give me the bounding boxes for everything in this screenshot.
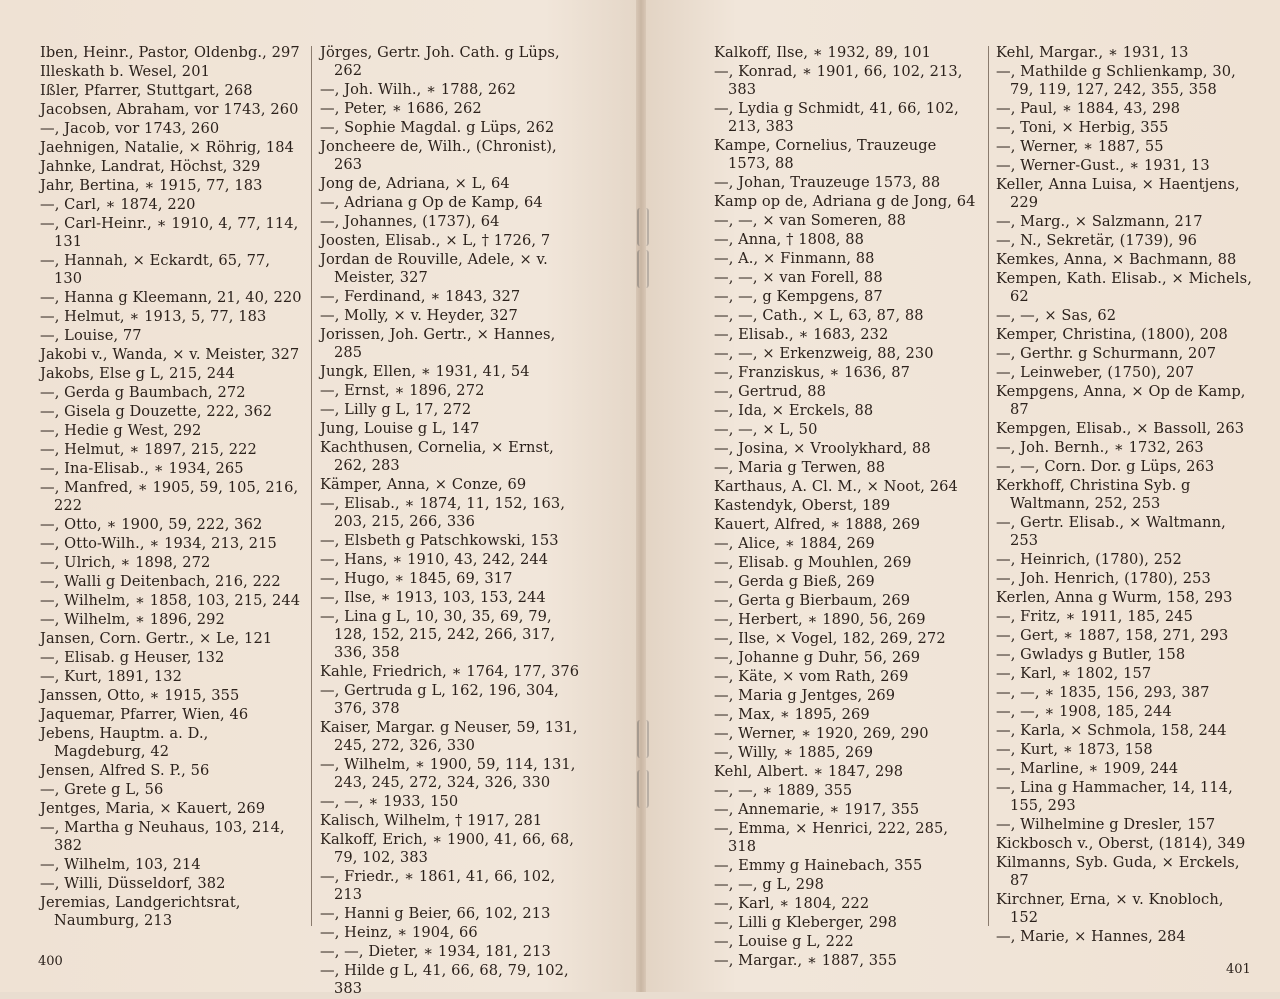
- index-entry: —, Lilly g L, 17, 272: [320, 401, 472, 418]
- binding-stitch: [637, 250, 649, 288]
- index-entry: —, Lina g L, 10, 30, 35, 69, 79, 128, 152, 215, 242, 266, 317, 336, 358: [320, 608, 556, 661]
- index-entry: —, Fritz, ∗ 1911, 185, 245: [996, 608, 1194, 625]
- index-entry: —, Alice, ∗ 1884, 269: [714, 535, 875, 552]
- index-entry: Kaiser, Margar. g Neuser, 59, 131, 245, 272, 326, 330: [320, 719, 578, 754]
- index-entry: Jahnke, Landrat, Höchst, 329: [40, 158, 261, 175]
- index-entry: Kachthusen, Cornelia, × Ernst, 262, 283: [320, 439, 554, 474]
- index-entry: —, —, × van Forell, 88: [714, 269, 883, 286]
- index-entry: —, Gertr. Elisab., × Waltmann, 253: [996, 514, 1226, 549]
- index-entry: Iben, Heinr., Pastor, Oldenbg., 297: [40, 44, 300, 61]
- index-entry: —, —, ∗ 1889, 355: [714, 782, 853, 799]
- book-gutter: [636, 0, 646, 992]
- index-entry: —, —, g L, 298: [714, 876, 824, 893]
- index-entry: —, Manfred, ∗ 1905, 59, 105, 216, 222: [40, 479, 299, 514]
- index-entry: —, —, ∗ 1835, 156, 293, 387: [996, 684, 1210, 701]
- binding-stitch: [637, 720, 649, 758]
- index-entry: —, Hanni g Beier, 66, 102, 213: [320, 905, 551, 922]
- index-entry: Jahr, Bertina, ∗ 1915, 77, 183: [40, 177, 263, 194]
- index-entry: —, Karl, ∗ 1802, 157: [996, 665, 1152, 682]
- index-entry: Kickbosch v., Oberst, (1814), 349: [996, 835, 1246, 852]
- index-entry: —, Margar., ∗ 1887, 355: [714, 952, 897, 969]
- index-entry: Kämper, Anna, × Conze, 69: [320, 476, 527, 493]
- index-entry: Kemper, Christina, (1800), 208: [996, 326, 1228, 343]
- index-entry: —, Werner, ∗ 1920, 269, 290: [714, 725, 929, 742]
- index-entry: —, Elisab. g Heuser, 132: [40, 649, 225, 666]
- index-entry: Jung, Louise g L, 147: [320, 420, 480, 437]
- page-number-right: 401: [1226, 962, 1251, 977]
- index-entry: —, Wilhelm, ∗ 1900, 59, 114, 131, 243, 245, 272, 324, 326, 330: [320, 756, 576, 791]
- index-entry: —, Werner, ∗ 1887, 55: [996, 138, 1164, 155]
- index-entry: Kalisch, Wilhelm, † 1917, 281: [320, 812, 543, 829]
- index-entry: Karthaus, A. Cl. M., × Noot, 264: [714, 478, 958, 495]
- index-entry: Kauert, Alfred, ∗ 1888, 269: [714, 516, 921, 533]
- index-entry: —, Emma, × Henrici, 222, 285, 318: [714, 820, 949, 855]
- index-entry: —, Willi, Düsseldorf, 382: [40, 875, 226, 892]
- index-entry: —, —, ∗ 1933, 150: [320, 793, 459, 810]
- index-entry: Ißler, Pfarrer, Stuttgart, 268: [40, 82, 253, 99]
- index-entry: —, Karla, × Schmola, 158, 244: [996, 722, 1227, 739]
- index-entry: —, Walli g Deitenbach, 216, 222: [40, 573, 281, 590]
- page-number-left: 400: [38, 954, 63, 969]
- index-entry: Kirchner, Erna, × v. Knobloch, 152: [996, 891, 1224, 926]
- index-entry: —, —, Dieter, ∗ 1934, 181, 213: [320, 943, 551, 960]
- index-entry: Kemkes, Anna, × Bachmann, 88: [996, 251, 1237, 268]
- index-entry: —, Joh. Bernh., ∗ 1732, 263: [996, 439, 1204, 456]
- index-entry: Jebens, Hauptm. a. D., Magdeburg, 42: [40, 725, 209, 760]
- index-entry: —, Paul, ∗ 1884, 43, 298: [996, 100, 1181, 117]
- index-entry: —, Ilse, ∗ 1913, 103, 153, 244: [320, 589, 546, 606]
- index-entry: —, —, ∗ 1908, 185, 244: [996, 703, 1172, 720]
- index-entry: —, Friedr., ∗ 1861, 41, 66, 102, 213: [320, 868, 556, 903]
- index-entry: —, Lina g Hammacher, 14, 114, 155, 293: [996, 779, 1233, 814]
- index-entry: —, Maria g Jentges, 269: [714, 687, 896, 704]
- column-divider-left: [311, 46, 312, 926]
- index-entry: Kastendyk, Oberst, 189: [714, 497, 891, 514]
- index-entry: —, Gert, ∗ 1887, 158, 271, 293: [996, 627, 1229, 644]
- index-entry: —, —, g Kempgens, 87: [714, 288, 883, 305]
- index-entry: —, Carl-Heinr., ∗ 1910, 4, 77, 114, 131: [40, 215, 299, 250]
- index-entry: —, Helmut, ∗ 1913, 5, 77, 183: [40, 308, 267, 325]
- index-entry: —, Anna, † 1808, 88: [714, 231, 865, 248]
- index-entry: —, Gertruda g L, 162, 196, 304, 376, 378: [320, 682, 559, 717]
- index-entry: Jakobs, Else g L, 215, 244: [40, 365, 235, 382]
- index-entry: —, Gwladys g Butler, 158: [996, 646, 1186, 663]
- index-entry: Jaehnigen, Natalie, × Röhrig, 184: [40, 139, 295, 156]
- index-entry: —, Elsbeth g Patschkowski, 153: [320, 532, 559, 549]
- index-entry: —, Kurt, 1891, 132: [40, 668, 183, 685]
- index-entry: —, Maria g Terwen, 88: [714, 459, 886, 476]
- index-entry: —, Lilli g Kleberger, 298: [714, 914, 897, 931]
- index-entry: Jentges, Maria, × Kauert, 269: [40, 800, 266, 817]
- index-entry: —, Wilhelm, 103, 214: [40, 856, 201, 873]
- index-entry: Jaquemar, Pfarrer, Wien, 46: [40, 706, 249, 723]
- index-entry: —, Josina, × Vroolykhard, 88: [714, 440, 931, 457]
- index-entry: Jong de, Adriana, × L, 64: [320, 175, 510, 192]
- index-entry: —, Ilse, × Vogel, 182, 269, 272: [714, 630, 946, 647]
- binding-stitch: [637, 208, 649, 246]
- index-entry: —, Annemarie, ∗ 1917, 355: [714, 801, 920, 818]
- index-entry: Keller, Anna Luisa, × Haentjens, 229: [996, 176, 1240, 211]
- index-entry: Illeskath b. Wesel, 201: [40, 63, 210, 80]
- index-entry: —, Konrad, ∗ 1901, 66, 102, 213, 383: [714, 63, 963, 98]
- index-entry: —, N., Sekretär, (1739), 96: [996, 232, 1198, 249]
- index-entry: —, Franziskus, ∗ 1636, 87: [714, 364, 910, 381]
- index-entry: Jensen, Alfred S. P., 56: [40, 762, 210, 779]
- index-entry: —, Marline, ∗ 1909, 244: [996, 760, 1179, 777]
- index-entry: —, Ferdinand, ∗ 1843, 327: [320, 288, 521, 305]
- index-entry: —, Otto-Wilh., ∗ 1934, 213, 215: [40, 535, 277, 552]
- index-entry: —, Wilhelm, ∗ 1858, 103, 215, 244: [40, 592, 301, 609]
- index-entry: —, Max, ∗ 1895, 269: [714, 706, 870, 723]
- index-column-4: [996, 44, 1256, 947]
- index-entry: —, Martha g Neuhaus, 103, 214, 382: [40, 819, 285, 854]
- index-entry: —, Joh. Henrich, (1780), 253: [996, 570, 1211, 587]
- index-entry: —, Wilhelmine g Dresler, 157: [996, 816, 1216, 833]
- index-entry: —, Hans, ∗ 1910, 43, 242, 244: [320, 551, 549, 568]
- index-column-2: [320, 44, 582, 999]
- index-entry: —, Johanne g Duhr, 56, 269: [714, 649, 921, 666]
- index-entry: —, Helmut, ∗ 1897, 215, 222: [40, 441, 257, 458]
- index-entry: —, A., × Finmann, 88: [714, 250, 875, 267]
- index-entry: —, Willy, ∗ 1885, 269: [714, 744, 874, 761]
- index-entry: —, Peter, ∗ 1686, 262: [320, 100, 482, 117]
- index-entry: Kempgen, Elisab., × Bassoll, 263: [996, 420, 1245, 437]
- index-entry: Jakobi v., Wanda, × v. Meister, 327: [40, 346, 300, 363]
- index-entry: Kehl, Margar., ∗ 1931, 13: [996, 44, 1189, 61]
- index-entry: Kampe, Cornelius, Trauzeuge 1573, 88: [714, 137, 937, 172]
- index-entry: —, —, Cath., × L, 63, 87, 88: [714, 307, 924, 324]
- index-entry: Kahle, Friedrich, ∗ 1764, 177, 376: [320, 663, 580, 680]
- index-entry: —, Elisab., ∗ 1683, 232: [714, 326, 889, 343]
- index-entry: Kehl, Albert. ∗ 1847, 298: [714, 763, 904, 780]
- index-entry: —, Marie, × Hannes, 284: [996, 928, 1186, 945]
- index-entry: Jorissen, Joh. Gertr., × Hannes, 285: [320, 326, 556, 361]
- index-entry: —, Leinweber, (1750), 207: [996, 364, 1195, 381]
- index-entry: —, Elisab. g Mouhlen, 269: [714, 554, 912, 571]
- index-entry: —, Louise, 77: [40, 327, 142, 344]
- index-entry: —, —, Corn. Dor. g Lüps, 263: [996, 458, 1215, 475]
- index-entry: —, Molly, × v. Heyder, 327: [320, 307, 518, 324]
- index-entry: Kerkhoff, Christina Syb. g Waltmann, 252, 253: [996, 477, 1191, 512]
- index-entry: —, Grete g L, 56: [40, 781, 164, 798]
- index-entry: Kempen, Kath. Elisab., × Michels, 62: [996, 270, 1253, 305]
- index-entry: —, Mathilde g Schlienkamp, 30, 79, 119, 127, 242, 355, 358: [996, 63, 1236, 98]
- index-entry: —, Marg., × Salzmann, 217: [996, 213, 1203, 230]
- index-entry: Jörges, Gertr. Joh. Cath. g Lüps, 262: [320, 44, 560, 79]
- index-entry: —, Hilde g L, 41, 66, 68, 79, 102, 383: [320, 962, 569, 997]
- index-entry: —, —, × Erkenzweig, 88, 230: [714, 345, 934, 362]
- index-entry: —, Hedie g West, 292: [40, 422, 202, 439]
- index-entry: —, Ina-Elisab., ∗ 1934, 265: [40, 460, 244, 477]
- index-entry: —, Gerda g Bieß, 269: [714, 573, 875, 590]
- index-entry: Janssen, Otto, ∗ 1915, 355: [40, 687, 240, 704]
- index-entry: —, Hannah, × Eckardt, 65, 77, 130: [40, 252, 271, 287]
- index-entry: Jacobsen, Abraham, vor 1743, 260: [40, 101, 299, 118]
- index-entry: Joncheere de, Wilh., (Chronist), 263: [320, 138, 557, 173]
- column-divider-right: [988, 46, 989, 926]
- index-entry: —, Herbert, ∗ 1890, 56, 269: [714, 611, 926, 628]
- index-entry: —, Johannes, (1737), 64: [320, 213, 500, 230]
- index-entry: Kalkoff, Erich, ∗ 1900, 41, 66, 68, 79, 102, 383: [320, 831, 574, 866]
- index-entry: —, Carl, ∗ 1874, 220: [40, 196, 196, 213]
- index-entry: —, Werner-Gust., ∗ 1931, 13: [996, 157, 1210, 174]
- index-entry: Jordan de Rouville, Adele, × v. Meister, 327: [320, 251, 548, 286]
- index-column-3: [714, 44, 976, 971]
- index-entry: —, Ernst, ∗ 1896, 272: [320, 382, 485, 399]
- index-entry: —, Adriana g Op de Kamp, 64: [320, 194, 543, 211]
- index-entry: —, Hanna g Kleemann, 21, 40, 220: [40, 289, 302, 306]
- index-entry: Jansen, Corn. Gertr., × Le, 121: [40, 630, 273, 647]
- index-entry: —, Otto, ∗ 1900, 59, 222, 362: [40, 516, 263, 533]
- binding-stitch: [637, 770, 649, 808]
- index-entry: —, Jacob, vor 1743, 260: [40, 120, 220, 137]
- index-entry: —, Lydia g Schmidt, 41, 66, 102, 213, 383: [714, 100, 959, 135]
- index-column-1: [40, 44, 302, 931]
- index-entry: Jeremias, Landgerichtsrat, Naumburg, 213: [40, 894, 241, 929]
- index-entry: Jungk, Ellen, ∗ 1931, 41, 54: [320, 363, 530, 380]
- index-entry: Kerlen, Anna g Wurm, 158, 293: [996, 589, 1233, 606]
- index-entry: —, Emmy g Hainebach, 355: [714, 857, 923, 874]
- index-entry: —, Sophie Magdal. g Lüps, 262: [320, 119, 555, 136]
- index-entry: —, —, × L, 50: [714, 421, 818, 438]
- index-entry: —, Heinz, ∗ 1904, 66: [320, 924, 478, 941]
- index-entry: —, —, × van Someren, 88: [714, 212, 907, 229]
- index-entry: —, Toni, × Herbig, 355: [996, 119, 1169, 136]
- index-entry: —, Johan, Trauzeuge 1573, 88: [714, 174, 941, 191]
- index-entry: —, Gerda g Baumbach, 272: [40, 384, 246, 401]
- index-entry: —, Ulrich, ∗ 1898, 272: [40, 554, 211, 571]
- index-entry: —, Karl, ∗ 1804, 222: [714, 895, 870, 912]
- index-entry: —, Käte, × vom Rath, 269: [714, 668, 909, 685]
- index-entry: Kamp op de, Adriana g de Jong, 64: [714, 193, 976, 210]
- index-entry: —, Gertrud, 88: [714, 383, 826, 400]
- index-entry: —, Wilhelm, ∗ 1896, 292: [40, 611, 225, 628]
- index-entry: —, Gisela g Douzette, 222, 362: [40, 403, 273, 420]
- index-entry: —, Louise g L, 222: [714, 933, 854, 950]
- index-entry: —, Ida, × Erckels, 88: [714, 402, 874, 419]
- index-entry: Joosten, Elisab., × L, † 1726, 7: [320, 232, 551, 249]
- index-entry: —, Hugo, ∗ 1845, 69, 317: [320, 570, 513, 587]
- index-entry: —, Elisab., ∗ 1874, 11, 152, 163, 203, 215, 266, 336: [320, 495, 566, 530]
- index-entry: —, —, × Sas, 62: [996, 307, 1117, 324]
- index-entry: —, Gerthr. g Schurmann, 207: [996, 345, 1217, 362]
- index-entry: —, Gerta g Bierbaum, 269: [714, 592, 911, 609]
- index-entry: —, Joh. Wilh., ∗ 1788, 262: [320, 81, 517, 98]
- index-entry: —, Heinrich, (1780), 252: [996, 551, 1182, 568]
- index-entry: Kempgens, Anna, × Op de Kamp, 87: [996, 383, 1246, 418]
- index-entry: —, Kurt, ∗ 1873, 158: [996, 741, 1153, 758]
- index-entry: Kilmanns, Syb. Guda, × Erckels, 87: [996, 854, 1240, 889]
- index-entry: Kalkoff, Ilse, ∗ 1932, 89, 101: [714, 44, 931, 61]
